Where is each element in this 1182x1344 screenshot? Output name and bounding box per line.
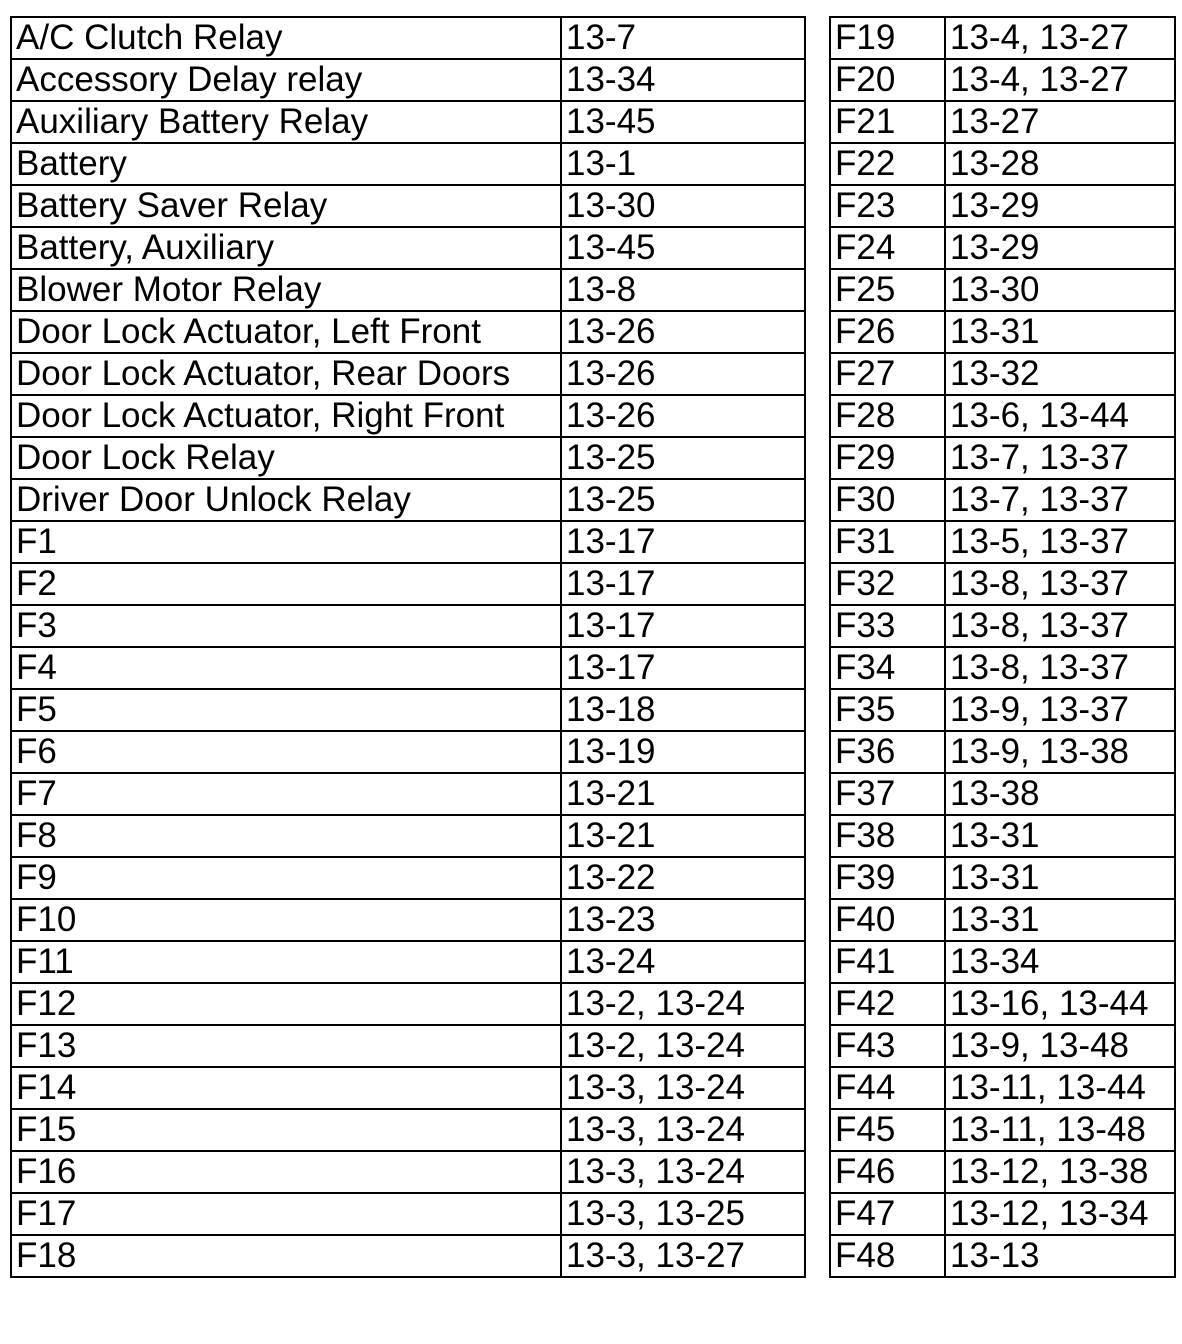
component-name-cell: F10 [11, 899, 561, 941]
table-row [11, 1193, 805, 1235]
component-name-cell: F26 [830, 311, 945, 353]
component-name-cell: F42 [830, 983, 945, 1025]
component-name-cell: F41 [830, 941, 945, 983]
component-name-cell: F21 [830, 101, 945, 143]
table-row [11, 1025, 805, 1067]
component-name-cell: F28 [830, 395, 945, 437]
table-row [830, 689, 1175, 731]
page-reference-cell: 13-32 [945, 353, 1175, 395]
page-reference-cell: 13-24 [561, 941, 805, 983]
table-row [830, 857, 1175, 899]
component-name-cell: F40 [830, 899, 945, 941]
component-name-cell: F46 [830, 1151, 945, 1193]
table-row [830, 185, 1175, 227]
table-row [830, 773, 1175, 815]
component-name-cell: Driver Door Unlock Relay [11, 479, 561, 521]
component-name-cell: F33 [830, 605, 945, 647]
table-row [11, 479, 805, 521]
table-row [830, 1151, 1175, 1193]
table-row [830, 311, 1175, 353]
page-reference-cell: 13-13 [945, 1235, 1175, 1277]
page-reference-cell: 13-5, 13-37 [945, 521, 1175, 563]
page-reference-cell: 13-28 [945, 143, 1175, 185]
page-reference-cell: 13-29 [945, 185, 1175, 227]
table-row [830, 395, 1175, 437]
table-row [11, 185, 805, 227]
component-name-cell: Battery, Auxiliary [11, 227, 561, 269]
component-name-cell: F3 [11, 605, 561, 647]
page-reference-cell: 13-9, 13-48 [945, 1025, 1175, 1067]
page-reference-cell: 13-45 [561, 227, 805, 269]
page-reference-cell: 13-27 [945, 101, 1175, 143]
page-reference-cell: 13-1 [561, 143, 805, 185]
page-reference-cell: 13-6, 13-44 [945, 395, 1175, 437]
table-row [830, 1235, 1175, 1277]
table-row [11, 731, 805, 773]
table-row [830, 479, 1175, 521]
page-reference-cell: 13-4, 13-27 [945, 17, 1175, 59]
component-name-cell: F36 [830, 731, 945, 773]
page-reference-cell: 13-23 [561, 899, 805, 941]
component-name-cell: F19 [830, 17, 945, 59]
component-name-cell: Blower Motor Relay [11, 269, 561, 311]
component-name-cell: F11 [11, 941, 561, 983]
component-name-cell: Auxiliary Battery Relay [11, 101, 561, 143]
page-reference-cell: 13-31 [945, 311, 1175, 353]
table-row [830, 353, 1175, 395]
component-name-cell: F2 [11, 563, 561, 605]
page-reference-cell: 13-3, 13-27 [561, 1235, 805, 1277]
page-reference-cell: 13-31 [945, 815, 1175, 857]
page-reference-cell: 13-34 [945, 941, 1175, 983]
table-row [11, 437, 805, 479]
table-row [11, 941, 805, 983]
table-row [11, 311, 805, 353]
page-reference-cell: 13-12, 13-38 [945, 1151, 1175, 1193]
component-name-cell: F1 [11, 521, 561, 563]
page-reference-cell: 13-31 [945, 857, 1175, 899]
component-name-cell: F5 [11, 689, 561, 731]
page-reference-cell: 13-8, 13-37 [945, 605, 1175, 647]
component-name-cell: F8 [11, 815, 561, 857]
component-name-cell: F4 [11, 647, 561, 689]
component-name-cell: F48 [830, 1235, 945, 1277]
page-reference-cell: 13-25 [561, 437, 805, 479]
component-name-cell: F16 [11, 1151, 561, 1193]
table-row [830, 647, 1175, 689]
table-row [830, 1025, 1175, 1067]
table-row [830, 731, 1175, 773]
component-name-cell: F27 [830, 353, 945, 395]
component-name-cell: F47 [830, 1193, 945, 1235]
table-row [11, 689, 805, 731]
component-name-cell: F35 [830, 689, 945, 731]
component-name-cell: Door Lock Actuator, Left Front [11, 311, 561, 353]
component-name-cell: Door Lock Actuator, Right Front [11, 395, 561, 437]
page-reference-cell: 13-17 [561, 521, 805, 563]
page-reference-cell: 13-21 [561, 815, 805, 857]
table-row [830, 941, 1175, 983]
table-row [11, 773, 805, 815]
component-name-cell: F7 [11, 773, 561, 815]
component-name-cell: F24 [830, 227, 945, 269]
component-name-cell: F13 [11, 1025, 561, 1067]
table-row [11, 983, 805, 1025]
component-name-cell: Battery Saver Relay [11, 185, 561, 227]
component-name-cell: F12 [11, 983, 561, 1025]
table-row [11, 101, 805, 143]
component-name-cell: F39 [830, 857, 945, 899]
page-reference-cell: 13-2, 13-24 [561, 983, 805, 1025]
component-name-cell: F34 [830, 647, 945, 689]
page-reference-cell: 13-38 [945, 773, 1175, 815]
table-row [830, 101, 1175, 143]
page-reference-cell: 13-29 [945, 227, 1175, 269]
fuse-index-body-right [830, 17, 1175, 1277]
table-row [11, 1109, 805, 1151]
component-name-cell: F20 [830, 59, 945, 101]
page-reference-cell: 13-34 [561, 59, 805, 101]
component-name-cell: F37 [830, 773, 945, 815]
table-row [11, 521, 805, 563]
page-reference-cell: 13-26 [561, 311, 805, 353]
page-reference-cell: 13-11, 13-44 [945, 1067, 1175, 1109]
component-name-cell: Door Lock Actuator, Rear Doors [11, 353, 561, 395]
component-name-cell: Battery [11, 143, 561, 185]
table-row [11, 17, 805, 59]
table-row [11, 1235, 805, 1277]
table-row [830, 1109, 1175, 1151]
component-name-cell: F32 [830, 563, 945, 605]
table-row [830, 1193, 1175, 1235]
table-row [830, 605, 1175, 647]
page-reference-cell: 13-45 [561, 101, 805, 143]
table-row [830, 563, 1175, 605]
page-reference-cell: 13-8, 13-37 [945, 647, 1175, 689]
component-name-cell: F22 [830, 143, 945, 185]
page-reference-cell: 13-12, 13-34 [945, 1193, 1175, 1235]
component-name-cell: F44 [830, 1067, 945, 1109]
component-name-cell: F15 [11, 1109, 561, 1151]
component-name-cell: Door Lock Relay [11, 437, 561, 479]
page-reference-cell: 13-18 [561, 689, 805, 731]
component-name-cell: F23 [830, 185, 945, 227]
page-reference-cell: 13-21 [561, 773, 805, 815]
component-name-cell: F6 [11, 731, 561, 773]
component-name-cell: Accessory Delay relay [11, 59, 561, 101]
page-reference-cell: 13-17 [561, 605, 805, 647]
component-name-cell: F17 [11, 1193, 561, 1235]
page-reference-cell: 13-7, 13-37 [945, 437, 1175, 479]
component-name-cell: F14 [11, 1067, 561, 1109]
page-reference-cell: 13-30 [561, 185, 805, 227]
page-reference-cell: 13-8 [561, 269, 805, 311]
table-row [11, 395, 805, 437]
component-name-cell: F30 [830, 479, 945, 521]
page-reference-cell: 13-17 [561, 647, 805, 689]
page-reference-cell: 13-3, 13-24 [561, 1067, 805, 1109]
component-index-table-left [10, 16, 806, 1278]
page-reference-cell: 13-16, 13-44 [945, 983, 1175, 1025]
table-row [11, 899, 805, 941]
table-row [830, 17, 1175, 59]
page-reference-cell: 13-30 [945, 269, 1175, 311]
table-row [11, 605, 805, 647]
page-reference-cell: 13-3, 13-24 [561, 1151, 805, 1193]
table-row [830, 227, 1175, 269]
component-name-cell: F18 [11, 1235, 561, 1277]
page-reference-cell: 13-19 [561, 731, 805, 773]
page-reference-cell: 13-17 [561, 563, 805, 605]
table-row [830, 143, 1175, 185]
table-row [830, 521, 1175, 563]
component-name-cell: F45 [830, 1109, 945, 1151]
table-row [11, 563, 805, 605]
table-row [830, 983, 1175, 1025]
component-name-cell: F9 [11, 857, 561, 899]
component-index-body-left [11, 17, 805, 1277]
component-name-cell: F25 [830, 269, 945, 311]
table-row [11, 227, 805, 269]
page-reference-cell: 13-8, 13-37 [945, 563, 1175, 605]
table-row [11, 1151, 805, 1193]
page-reference-cell: 13-2, 13-24 [561, 1025, 805, 1067]
component-name-cell: A/C Clutch Relay [11, 17, 561, 59]
table-row [830, 1067, 1175, 1109]
table-row [830, 815, 1175, 857]
table-row [830, 59, 1175, 101]
table-row [11, 857, 805, 899]
component-name-cell: F43 [830, 1025, 945, 1067]
table-row [11, 1067, 805, 1109]
component-name-cell: F38 [830, 815, 945, 857]
table-row [830, 437, 1175, 479]
page-reference-cell: 13-3, 13-24 [561, 1109, 805, 1151]
page-reference-cell: 13-11, 13-48 [945, 1109, 1175, 1151]
component-name-cell: F31 [830, 521, 945, 563]
page-reference-cell: 13-9, 13-38 [945, 731, 1175, 773]
page-reference-cell: 13-26 [561, 353, 805, 395]
page-reference-cell: 13-25 [561, 479, 805, 521]
table-row [11, 269, 805, 311]
page-reference-cell: 13-3, 13-25 [561, 1193, 805, 1235]
fuse-index-table-right [829, 16, 1176, 1278]
table-row [11, 59, 805, 101]
table-row [11, 353, 805, 395]
page-reference-cell: 13-7, 13-37 [945, 479, 1175, 521]
table-row [11, 815, 805, 857]
page-reference-cell: 13-4, 13-27 [945, 59, 1175, 101]
table-row [11, 647, 805, 689]
page-reference-cell: 13-9, 13-37 [945, 689, 1175, 731]
table-row [830, 269, 1175, 311]
table-row [11, 143, 805, 185]
page-reference-cell: 13-31 [945, 899, 1175, 941]
page-reference-cell: 13-22 [561, 857, 805, 899]
page-reference-cell: 13-26 [561, 395, 805, 437]
table-row [830, 899, 1175, 941]
page-reference-cell: 13-7 [561, 17, 805, 59]
component-name-cell: F29 [830, 437, 945, 479]
